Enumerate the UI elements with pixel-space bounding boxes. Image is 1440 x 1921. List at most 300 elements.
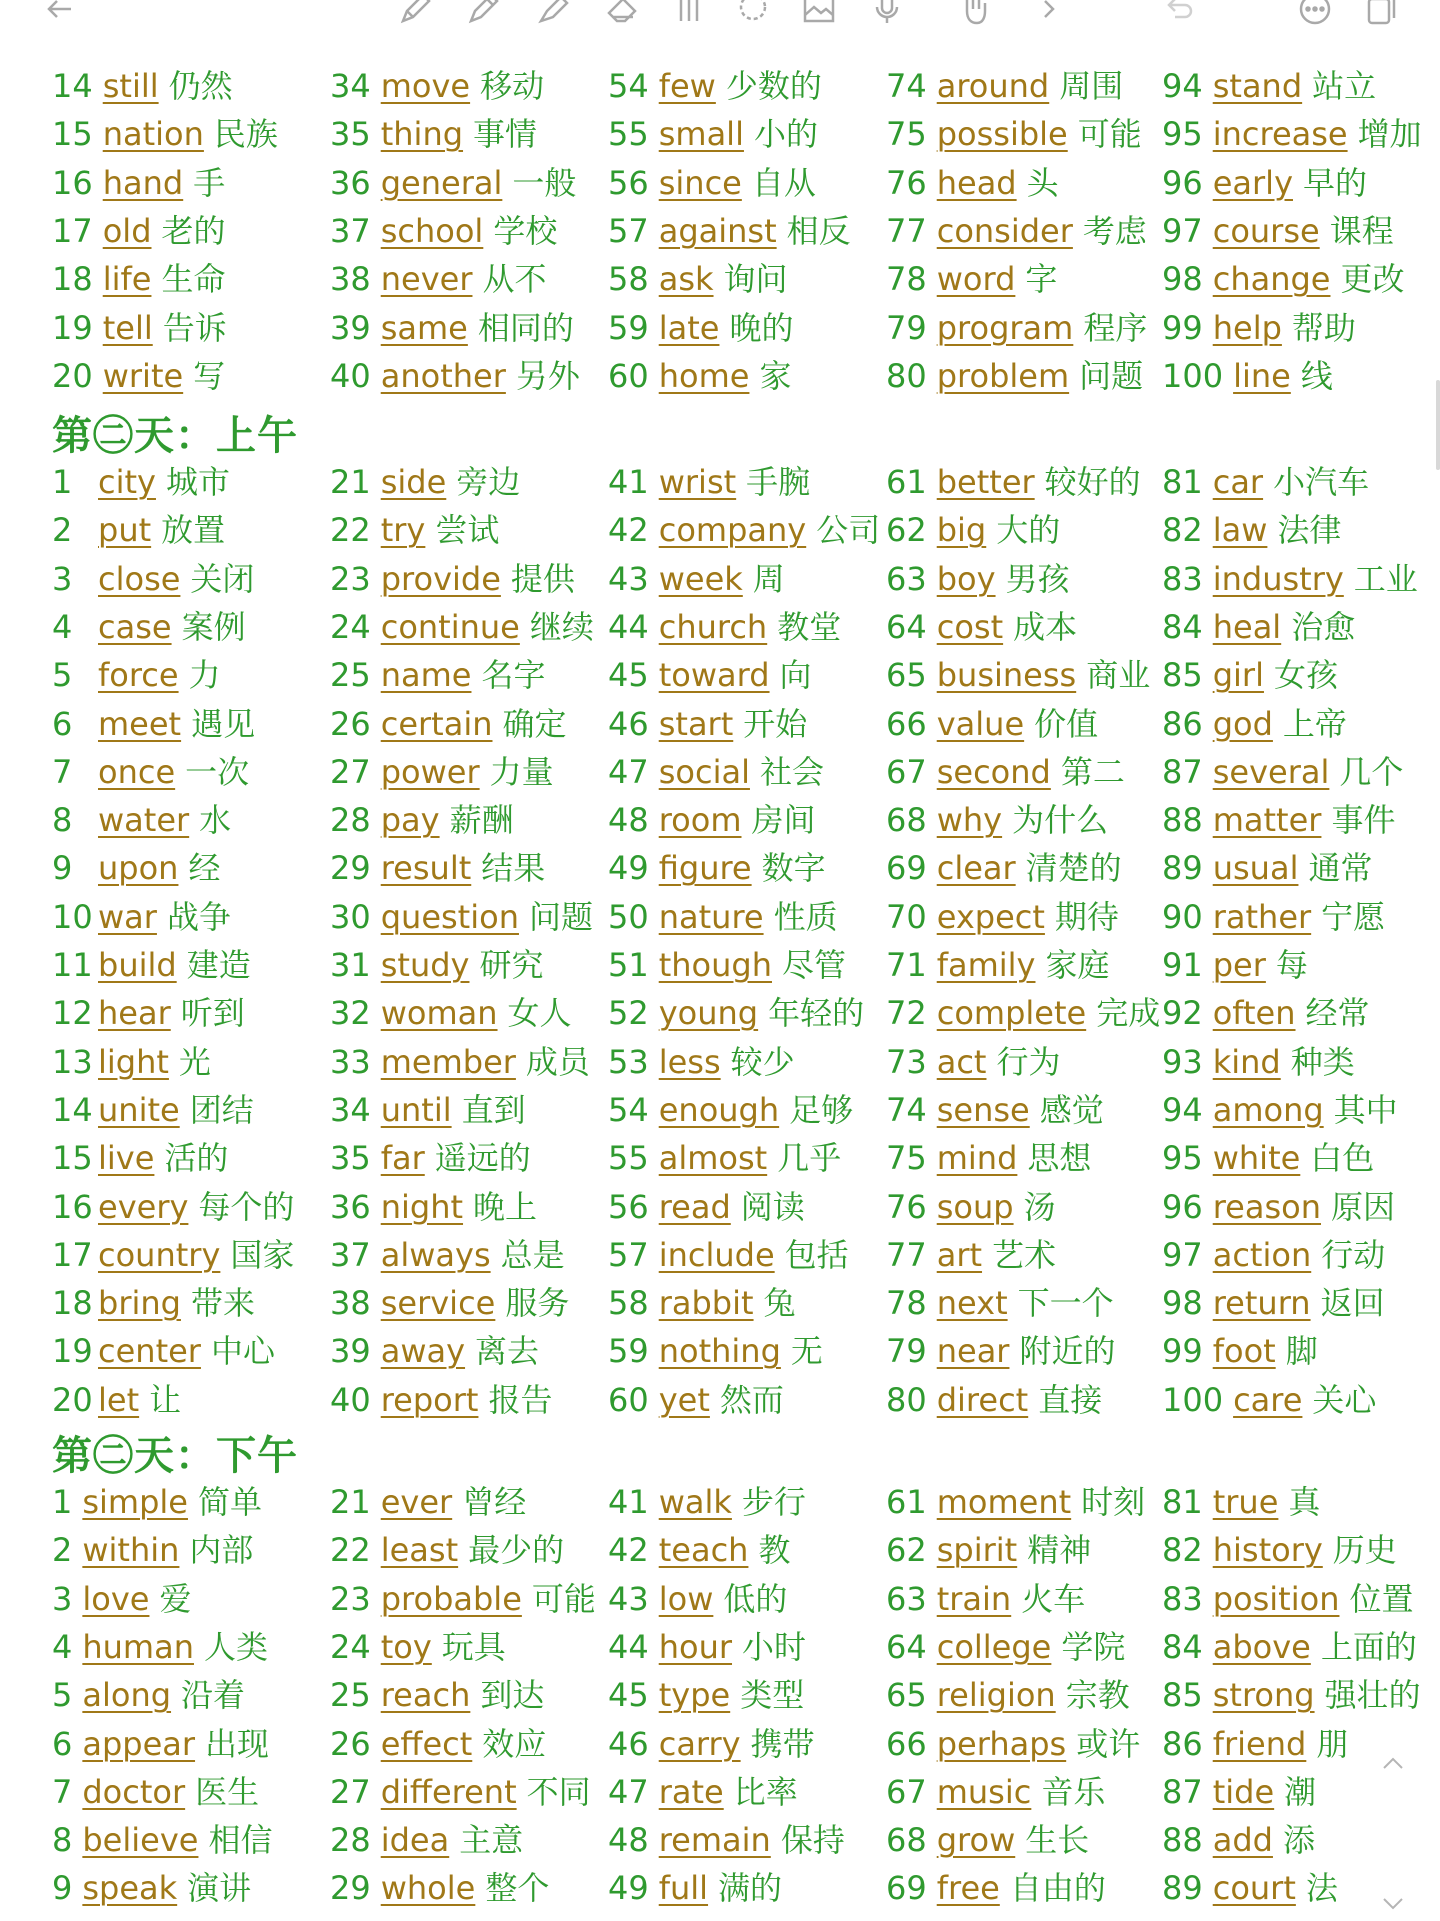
english-word: low: [658, 1579, 714, 1618]
entry-number: 47: [608, 1772, 649, 1811]
chinese-meaning: 完成: [1096, 994, 1161, 1033]
entry-number: 59: [608, 1332, 649, 1371]
chinese-meaning: 研究: [479, 946, 544, 984]
english-word: continue: [380, 607, 520, 646]
english-word: grow: [936, 1821, 1016, 1860]
entry-number: 14: [52, 1090, 93, 1129]
english-word: stand: [1212, 67, 1303, 105]
vocab-entry: [330, 1478, 526, 1526]
chinese-meaning: 直到: [461, 1090, 526, 1129]
vocab-entry: [1162, 796, 1395, 844]
shapes-icon[interactable]: [672, 0, 710, 28]
english-word: consider: [936, 211, 1073, 250]
chinese-meaning: 可能: [1077, 115, 1142, 154]
entry-number: 98: [1162, 260, 1203, 299]
vocab-entry: [52, 110, 278, 158]
english-word: business: [936, 656, 1077, 695]
vocab-entry: [608, 1526, 790, 1574]
english-word: effect: [380, 1724, 473, 1763]
entry-number: 61: [886, 1483, 927, 1521]
english-word: write: [102, 356, 184, 395]
vocab-entry: [52, 1768, 259, 1816]
chinese-meaning: 另外: [515, 356, 580, 395]
entry-number: 36: [330, 163, 371, 202]
entry-number: 23: [330, 559, 371, 598]
english-word: spirit: [936, 1531, 1018, 1570]
english-word: put: [98, 511, 152, 550]
vocab-entry: [608, 62, 822, 110]
entry-number: 2: [52, 511, 73, 550]
chinese-meaning: 几个: [1339, 752, 1404, 791]
chinese-meaning: 类型: [740, 1676, 805, 1715]
english-word: another: [380, 356, 506, 395]
entry-number: 79: [886, 1332, 927, 1371]
entry-number: 74: [886, 1090, 927, 1129]
entry-number: 24: [330, 1627, 371, 1666]
english-word: away: [380, 1332, 466, 1371]
entry-number: 21: [330, 463, 371, 501]
entry-number: 86: [1162, 1724, 1203, 1763]
entry-number: 51: [608, 946, 649, 984]
chinese-meaning: 白色: [1310, 1139, 1375, 1178]
english-word: remain: [658, 1821, 771, 1860]
entry-number: 88: [1162, 801, 1203, 840]
chinese-meaning: 历史: [1332, 1531, 1397, 1570]
entry-number: 57: [608, 211, 649, 250]
english-word: sense: [936, 1090, 1030, 1129]
english-word: often: [1212, 994, 1296, 1033]
vocab-entry: [52, 1720, 269, 1768]
chinese-meaning: 社会: [759, 752, 824, 791]
chinese-meaning: 爱: [159, 1579, 192, 1618]
chinese-meaning: 其中: [1333, 1090, 1398, 1129]
english-word: though: [658, 946, 772, 984]
vocab-entry: [330, 506, 499, 554]
vocab-entry: [886, 844, 1122, 892]
chinese-meaning: 少数的: [725, 67, 822, 105]
vocab-entry: [1162, 1526, 1397, 1574]
chinese-meaning: 公司: [816, 511, 881, 550]
english-word: less: [658, 1042, 721, 1081]
entry-number: 43: [608, 559, 649, 598]
entry-number: 93: [1162, 1042, 1203, 1081]
vocab-entry: [1162, 651, 1338, 699]
english-word: heal: [1212, 607, 1282, 646]
entry-number: 75: [886, 1139, 927, 1178]
vocab-entry: [608, 1231, 849, 1279]
english-word: per: [1212, 946, 1266, 984]
vocab-entry: [886, 62, 1123, 110]
vocab-entry: [608, 110, 818, 158]
entry-number: 39: [330, 1332, 371, 1371]
chinese-meaning: 精神: [1027, 1531, 1092, 1570]
entry-number: 61: [886, 463, 927, 501]
english-word: against: [658, 211, 777, 250]
chinese-meaning: 阅读: [740, 1187, 805, 1226]
vocab-entry: [1162, 352, 1333, 400]
scrollbar[interactable]: [1436, 380, 1440, 470]
english-word: direct: [936, 1380, 1029, 1419]
vocab-entry: [608, 651, 812, 699]
english-word: provide: [380, 559, 501, 598]
english-word: company: [658, 511, 807, 550]
vocab-entry: [330, 893, 593, 941]
chinese-meaning: 周围: [1059, 67, 1124, 105]
entry-number: 86: [1162, 704, 1203, 743]
chinese-meaning: 开始: [743, 704, 808, 743]
chinese-meaning: 问题: [1079, 356, 1144, 395]
chinese-meaning: 尽管: [782, 946, 847, 984]
vocab-entry: [52, 1376, 181, 1424]
chinese-meaning: 上帝: [1282, 704, 1347, 743]
english-word: since: [658, 163, 742, 202]
chinese-meaning: 遇见: [191, 704, 256, 743]
english-word: tide: [1212, 1772, 1275, 1811]
vocab-entry: [886, 651, 1150, 699]
entry-number: 97: [1162, 1235, 1203, 1274]
entry-number: 67: [886, 752, 927, 791]
vocab-entry: [608, 1816, 845, 1864]
vocab-entry: [52, 893, 231, 941]
entry-number: 17: [52, 1235, 93, 1274]
entry-number: 15: [52, 115, 93, 154]
english-word: include: [658, 1235, 775, 1274]
vocab-entry: [1162, 1816, 1315, 1864]
chinese-meaning: 低的: [723, 1579, 788, 1618]
chinese-meaning: 成员: [525, 1042, 590, 1081]
chinese-meaning: 线: [1300, 356, 1333, 395]
english-word: help: [1212, 308, 1282, 347]
chinese-meaning: 时刻: [1081, 1483, 1146, 1521]
pen-icon[interactable]: [464, 0, 502, 28]
english-word: possible: [936, 115, 1068, 154]
chinese-meaning: 国家: [230, 1235, 295, 1274]
english-word: rabbit: [658, 1284, 754, 1323]
entry-number: 69: [886, 849, 927, 888]
entry-number: 96: [1162, 163, 1203, 202]
english-word: friend: [1212, 1724, 1307, 1763]
vocab-entry: [330, 255, 546, 303]
english-word: force: [98, 656, 179, 695]
english-word: law: [1212, 511, 1268, 550]
entry-number: 68: [886, 801, 927, 840]
vocab-entry: [1162, 1134, 1374, 1182]
english-word: matter: [1212, 801, 1322, 840]
vocab-entry: [1162, 255, 1405, 303]
english-word: early: [1212, 163, 1293, 202]
english-word: above: [1212, 1627, 1311, 1666]
vocab-entry: [330, 651, 545, 699]
entry-number: 17: [52, 211, 93, 250]
vocab-entry: [886, 255, 1057, 303]
highlighter-icon[interactable]: [534, 0, 572, 28]
chinese-meaning: 数字: [761, 849, 826, 888]
vocab-entry: [330, 1376, 552, 1424]
vocab-entry: [608, 796, 816, 844]
vocab-entry: [886, 1623, 1125, 1671]
chinese-meaning: 尝试: [435, 511, 500, 550]
entry-number: 89: [1162, 1869, 1203, 1908]
entry-number: 49: [608, 849, 649, 888]
entry-number: 29: [330, 849, 371, 888]
vocab-entry: [52, 1086, 254, 1134]
vocab-entry: [1162, 458, 1369, 506]
vocab-entry: [886, 1526, 1091, 1574]
chinese-meaning: 几乎: [777, 1139, 842, 1178]
back-arrow-icon[interactable]: [40, 0, 78, 28]
chinese-meaning: 最少的: [468, 1531, 565, 1570]
lasso-pen-icon[interactable]: [396, 0, 434, 28]
chinese-meaning: 内部: [189, 1531, 254, 1570]
entry-number: 34: [330, 67, 371, 105]
vocab-entry: [886, 700, 1098, 748]
entry-number: 95: [1162, 1139, 1203, 1178]
english-word: human: [82, 1627, 194, 1666]
entry-number: 83: [1162, 559, 1203, 598]
entry-number: 48: [608, 801, 649, 840]
english-word: different: [380, 1772, 517, 1811]
more-icon[interactable]: [1296, 0, 1334, 28]
entry-number: 80: [886, 1380, 927, 1419]
english-word: within: [82, 1531, 180, 1570]
vocab-entry: [608, 603, 841, 651]
english-word: care: [1233, 1380, 1303, 1419]
chinese-meaning: 女孩: [1273, 656, 1338, 695]
entry-number: 67: [886, 1772, 927, 1811]
entry-number: 87: [1162, 752, 1203, 791]
chinese-meaning: 每: [1275, 946, 1308, 984]
chinese-meaning: 男孩: [1005, 559, 1070, 598]
vocab-entry: [1162, 207, 1394, 255]
vocab-entry: [886, 506, 1060, 554]
english-word: hear: [98, 994, 171, 1033]
forward-arrow-icon[interactable]: [1030, 0, 1068, 28]
vocab-entry: [330, 1038, 590, 1086]
entry-number: 79: [886, 308, 927, 347]
microphone-icon[interactable]: [868, 0, 906, 28]
chinese-meaning: 继续: [529, 607, 594, 646]
english-word: water: [98, 801, 190, 840]
vocab-entry: [1162, 506, 1341, 554]
entry-number: 81: [1162, 1483, 1203, 1521]
chinese-meaning: 整个: [485, 1869, 550, 1908]
chinese-meaning: 成本: [1013, 607, 1078, 646]
english-word: several: [1212, 752, 1330, 791]
chinese-meaning: 汤: [1023, 1187, 1056, 1226]
entry-number: 5: [52, 1676, 73, 1715]
chinese-meaning: 站立: [1312, 67, 1377, 105]
entry-number: 66: [886, 1724, 927, 1763]
chinese-meaning: 行为: [996, 1042, 1061, 1081]
chinese-meaning: 到达: [480, 1676, 545, 1715]
undo-icon[interactable]: [1160, 0, 1198, 28]
entry-number: 59: [608, 308, 649, 347]
english-word: live: [98, 1139, 155, 1178]
english-word: enough: [658, 1090, 780, 1129]
entry-number: 27: [330, 752, 371, 791]
chinese-meaning: 然而: [719, 1380, 784, 1419]
vocab-entry: [52, 1183, 294, 1231]
chinese-meaning: 大的: [996, 511, 1061, 550]
vocab-entry: [608, 1279, 796, 1327]
entry-number: 56: [608, 1187, 649, 1226]
english-word: let: [98, 1380, 140, 1419]
english-word: cost: [936, 607, 1004, 646]
vocab-entry: [608, 1575, 787, 1623]
chinese-meaning: 价值: [1034, 704, 1099, 743]
chinese-meaning: 名字: [481, 656, 546, 695]
lasso-select-icon[interactable]: [734, 0, 772, 28]
entry-number: 19: [52, 308, 93, 347]
entry-number: 30: [330, 897, 371, 936]
hand-icon[interactable]: [956, 0, 994, 28]
entry-number: 60: [608, 356, 649, 395]
chinese-meaning: 艺术: [992, 1235, 1057, 1274]
vocab-entry: [886, 555, 1070, 603]
english-word: school: [380, 211, 484, 250]
vocab-entry: [886, 748, 1125, 796]
chinese-meaning: 医生: [195, 1772, 260, 1811]
chinese-meaning: 潮: [1284, 1772, 1317, 1811]
chinese-meaning: 自从: [751, 163, 816, 202]
chinese-meaning: 课程: [1329, 211, 1394, 250]
vocab-entry: [52, 700, 255, 748]
english-word: night: [380, 1187, 464, 1226]
copy-icon[interactable]: [1362, 0, 1400, 28]
english-word: teach: [658, 1531, 749, 1570]
chinese-meaning: 真: [1288, 1483, 1321, 1521]
english-word: until: [380, 1090, 452, 1129]
vocab-entry: [52, 1279, 255, 1327]
vocab-entry: [608, 304, 793, 352]
entry-number: 34: [330, 1090, 371, 1129]
english-word: return: [1212, 1284, 1311, 1323]
chinese-meaning: 生长: [1025, 1821, 1090, 1860]
entry-number: 8: [52, 1821, 73, 1860]
chinese-meaning: 教堂: [777, 607, 842, 646]
chinese-meaning: 帮助: [1291, 308, 1356, 347]
english-word: meet: [98, 704, 182, 743]
vocab-entry: [886, 207, 1147, 255]
english-word: ever: [380, 1483, 453, 1521]
vocab-entry: [608, 1864, 782, 1912]
vocab-entry: [608, 352, 791, 400]
chinese-meaning: 告诉: [162, 308, 227, 347]
entry-number: 60: [608, 1380, 649, 1419]
entry-number: 46: [608, 704, 649, 743]
entry-number: 58: [608, 1284, 649, 1323]
vocab-entry: [1162, 893, 1385, 941]
vocab-entry: [330, 941, 543, 989]
entry-number: 41: [608, 463, 649, 501]
entry-number: 44: [608, 607, 649, 646]
english-word: word: [936, 260, 1016, 299]
english-word: increase: [1212, 115, 1348, 154]
vocab-entry: [330, 1720, 546, 1768]
english-word: expect: [936, 897, 1045, 936]
english-word: industry: [1212, 559, 1344, 598]
vocab-entry: [330, 1134, 531, 1182]
image-icon[interactable]: [800, 0, 838, 28]
vocab-entry: [608, 844, 826, 892]
vocab-entry: [608, 1623, 806, 1671]
entry-number: 38: [330, 260, 371, 299]
vocab-entry: [886, 1279, 1114, 1327]
entry-number: 26: [330, 1724, 371, 1763]
chinese-meaning: 结果: [481, 849, 546, 888]
vocab-entry: [330, 1327, 539, 1375]
vocab-entry: [52, 555, 254, 603]
chinese-meaning: 脚: [1285, 1332, 1318, 1371]
english-word: course: [1212, 211, 1320, 250]
english-word: life: [102, 260, 152, 299]
english-word: try: [380, 511, 426, 550]
entry-number: 45: [608, 656, 649, 695]
entry-number: 33: [330, 1042, 371, 1081]
vocab-entry: [52, 458, 230, 506]
vocab-entry: [330, 1526, 564, 1574]
scroll-down-icon[interactable]: [1378, 1893, 1408, 1917]
english-word: never: [380, 260, 473, 299]
chinese-meaning: 听到: [180, 994, 245, 1033]
vocab-entry: [330, 1231, 565, 1279]
entry-number: 6: [52, 1724, 73, 1763]
eraser-icon[interactable]: [604, 0, 642, 28]
vocab-entry: [330, 110, 537, 158]
entry-number: 63: [886, 559, 927, 598]
entry-number: 37: [330, 211, 371, 250]
entry-number: 52: [608, 994, 649, 1033]
english-word: service: [380, 1284, 496, 1323]
vocab-entry: [330, 304, 574, 352]
english-word: problem: [936, 356, 1070, 395]
scroll-up-icon[interactable]: [1378, 1748, 1408, 1778]
entry-number: 92: [1162, 994, 1203, 1033]
vocab-entry: [52, 1526, 253, 1574]
chinese-meaning: 水: [199, 801, 232, 840]
entry-number: 56: [608, 163, 649, 202]
english-word: build: [98, 946, 177, 984]
chinese-meaning: 附近的: [1019, 1332, 1116, 1371]
english-word: question: [380, 897, 519, 936]
english-word: idea: [380, 1821, 450, 1860]
english-word: true: [1212, 1483, 1279, 1521]
entry-number: 28: [330, 801, 371, 840]
vocab-entry: [608, 1478, 806, 1526]
vocab-entry: [886, 1671, 1130, 1719]
english-word: toward: [658, 656, 770, 695]
english-word: soup: [936, 1187, 1014, 1226]
entry-number: 47: [608, 752, 649, 791]
english-word: doctor: [82, 1772, 186, 1811]
entry-number: 66: [886, 704, 927, 743]
english-word: close: [98, 559, 181, 598]
entry-number: 62: [886, 1531, 927, 1570]
english-word: city: [98, 463, 156, 501]
english-word: program: [936, 308, 1074, 347]
vocab-entry: [52, 207, 226, 255]
chinese-meaning: 建造: [186, 946, 251, 984]
english-word: carry: [658, 1724, 741, 1763]
vocab-entry: [608, 1038, 795, 1086]
chinese-meaning: 比率: [733, 1772, 798, 1811]
entry-number: 94: [1162, 1090, 1203, 1129]
chinese-meaning: 主意: [459, 1821, 524, 1860]
chinese-meaning: 强壮的: [1324, 1676, 1421, 1715]
vocab-entry: [886, 1086, 1104, 1134]
chinese-meaning: 光: [178, 1042, 211, 1081]
chinese-meaning: 一次: [185, 752, 250, 791]
